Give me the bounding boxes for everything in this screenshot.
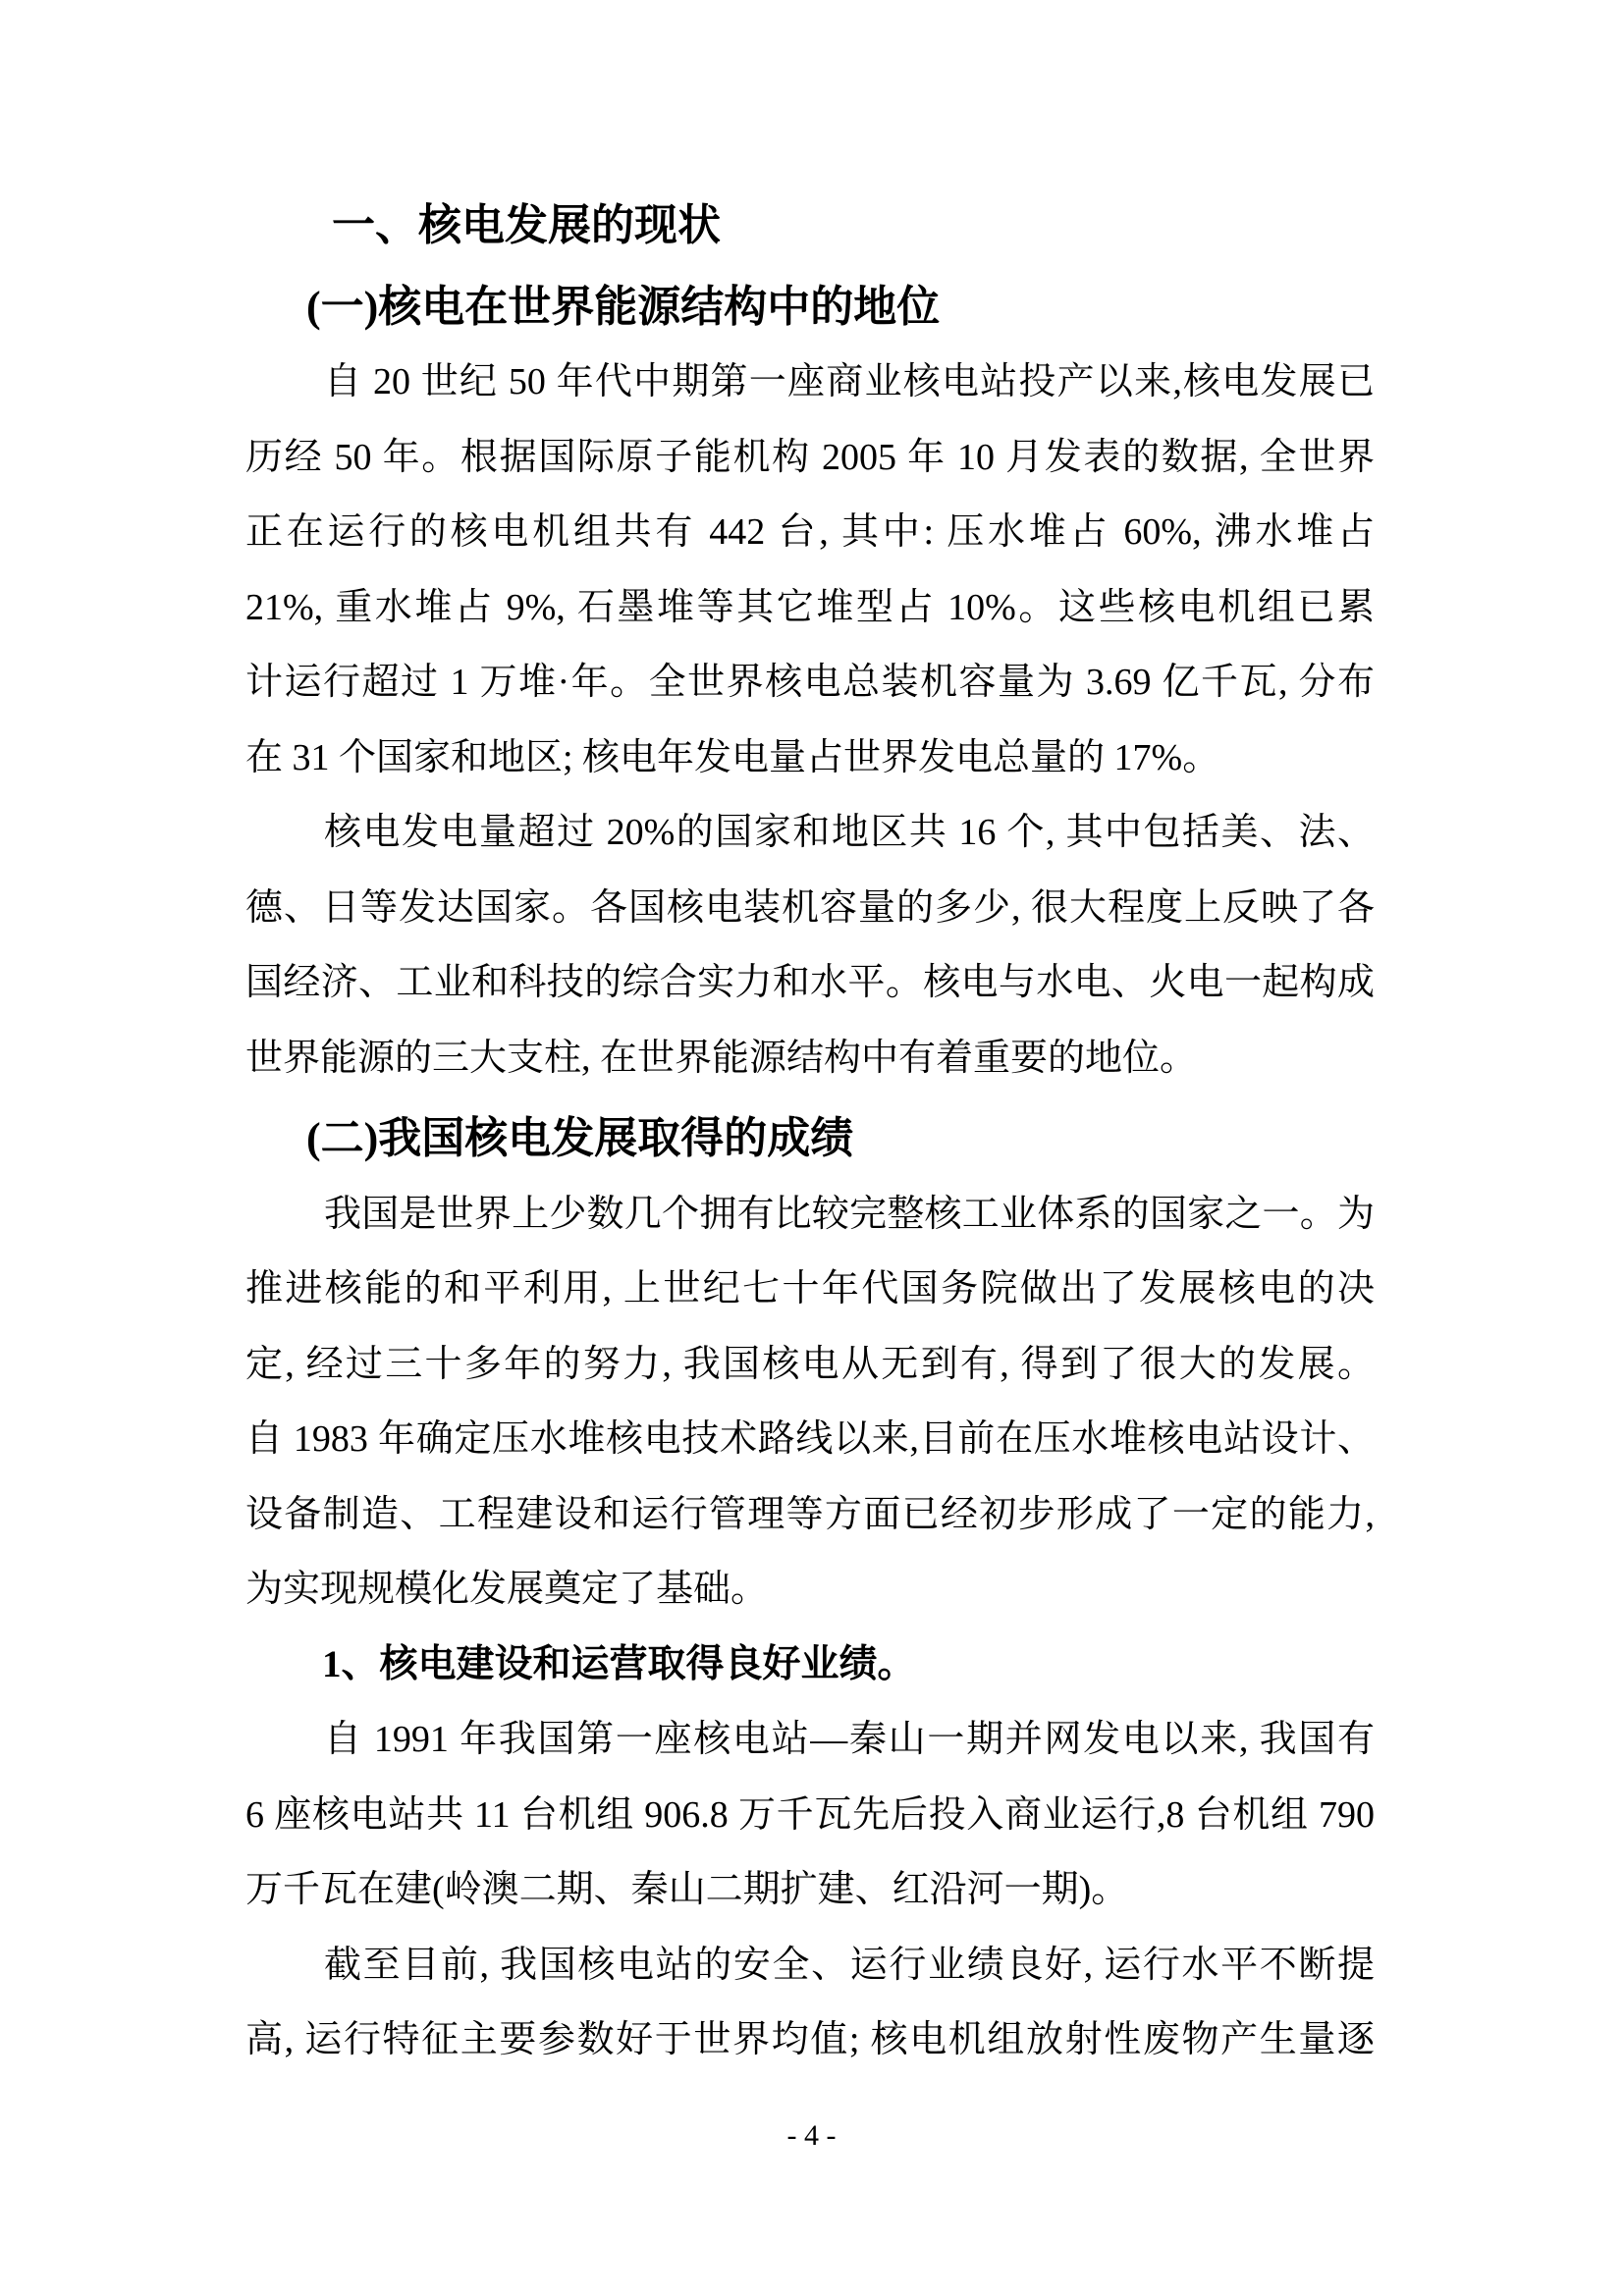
body-text-line: 计运行超过 1 万堆·年。全世界核电总装机容量为 3.69 亿千瓦, 分布 (245, 662, 1375, 703)
body-text-line: 定, 经过三十多年的努力, 我国核电从无到有, 得到了很大的发展。 (245, 1343, 1375, 1385)
body-text-line: 设备制造、工程建设和运行管理等方面已经初步形成了一定的能力, (245, 1493, 1375, 1535)
page-number: - 4 - (786, 2119, 837, 2152)
heading-line: (一)核电在世界能源结构中的地位 (306, 282, 941, 331)
body-text-line: 为实现规模化发展奠定了基础。 (245, 1569, 769, 1610)
body-text-line: 正在运行的核电机组共有 442 台, 其中: 压水堆占 60%, 沸水堆占 (245, 511, 1375, 553)
body-text-line: 德、日等发达国家。各国核电装机容量的多少, 很大程度上反映了各 (245, 886, 1375, 929)
body-text-line: 6 座核电站共 11 台机组 906.8 万千瓦先后投入商业运行,8 台机组 790 (245, 1793, 1375, 1836)
body-text-line: 在 31 个国家和地区; 核电年发电量占世界发电总量的 17%。 (245, 736, 1220, 778)
body-text-line: 历经 50 年。根据国际原子能机构 2005 年 10 月发表的数据, 全世界 (245, 436, 1375, 478)
body-text-line: 自 1983 年确定压水堆核电技术路线以来,目前在压水堆核电站设计、 (245, 1418, 1375, 1460)
body-text-line: 万千瓦在建(岭澳二期、秦山二期扩建、红沿河一期)。 (245, 1869, 1129, 1910)
heading-line: 1、核电建设和运营取得良好业绩。 (322, 1642, 916, 1685)
body-text-line: 我国是世界上少数几个拥有比较完整核工业体系的国家之一。为 (324, 1193, 1375, 1235)
document-content (245, 188, 1375, 2078)
body-text-line: 截至目前, 我国核电站的安全、运行业绩良好, 运行水平不断提 (324, 1944, 1375, 1986)
body-text-line: 核电发电量超过 20%的国家和地区共 16 个, 其中包括美、法、 (324, 812, 1375, 853)
body-text-line: 自 20 世纪 50 年代中期第一座商业核电站投产以来,核电发展已 (324, 361, 1375, 402)
heading-line: 一、核电发展的现状 (332, 201, 721, 249)
body-text-line: 21%, 重水堆占 9%, 石墨堆等其它堆型占 10%。这些核电机组已累 (245, 586, 1375, 628)
body-text-line: 自 1991 年我国第一座核电站—秦山一期并网发电以来, 我国有 (324, 1719, 1375, 1760)
body-text-line: 国经济、工业和科技的综合实力和水平。核电与水电、火电一起构成 (245, 962, 1375, 1003)
body-text-line: 推进核能的和平利用, 上世纪七十年代国务院做出了发展核电的决 (245, 1268, 1375, 1309)
heading-line: (二)我国核电发展取得的成绩 (306, 1114, 854, 1162)
body-text-line: 世界能源的三大支柱, 在世界能源结构中有着重要的地位。 (245, 1037, 1198, 1079)
body-text-line: 高, 运行特征主要参数好于世界均值; 核电机组放射性废物产生量逐 (245, 2019, 1375, 2060)
